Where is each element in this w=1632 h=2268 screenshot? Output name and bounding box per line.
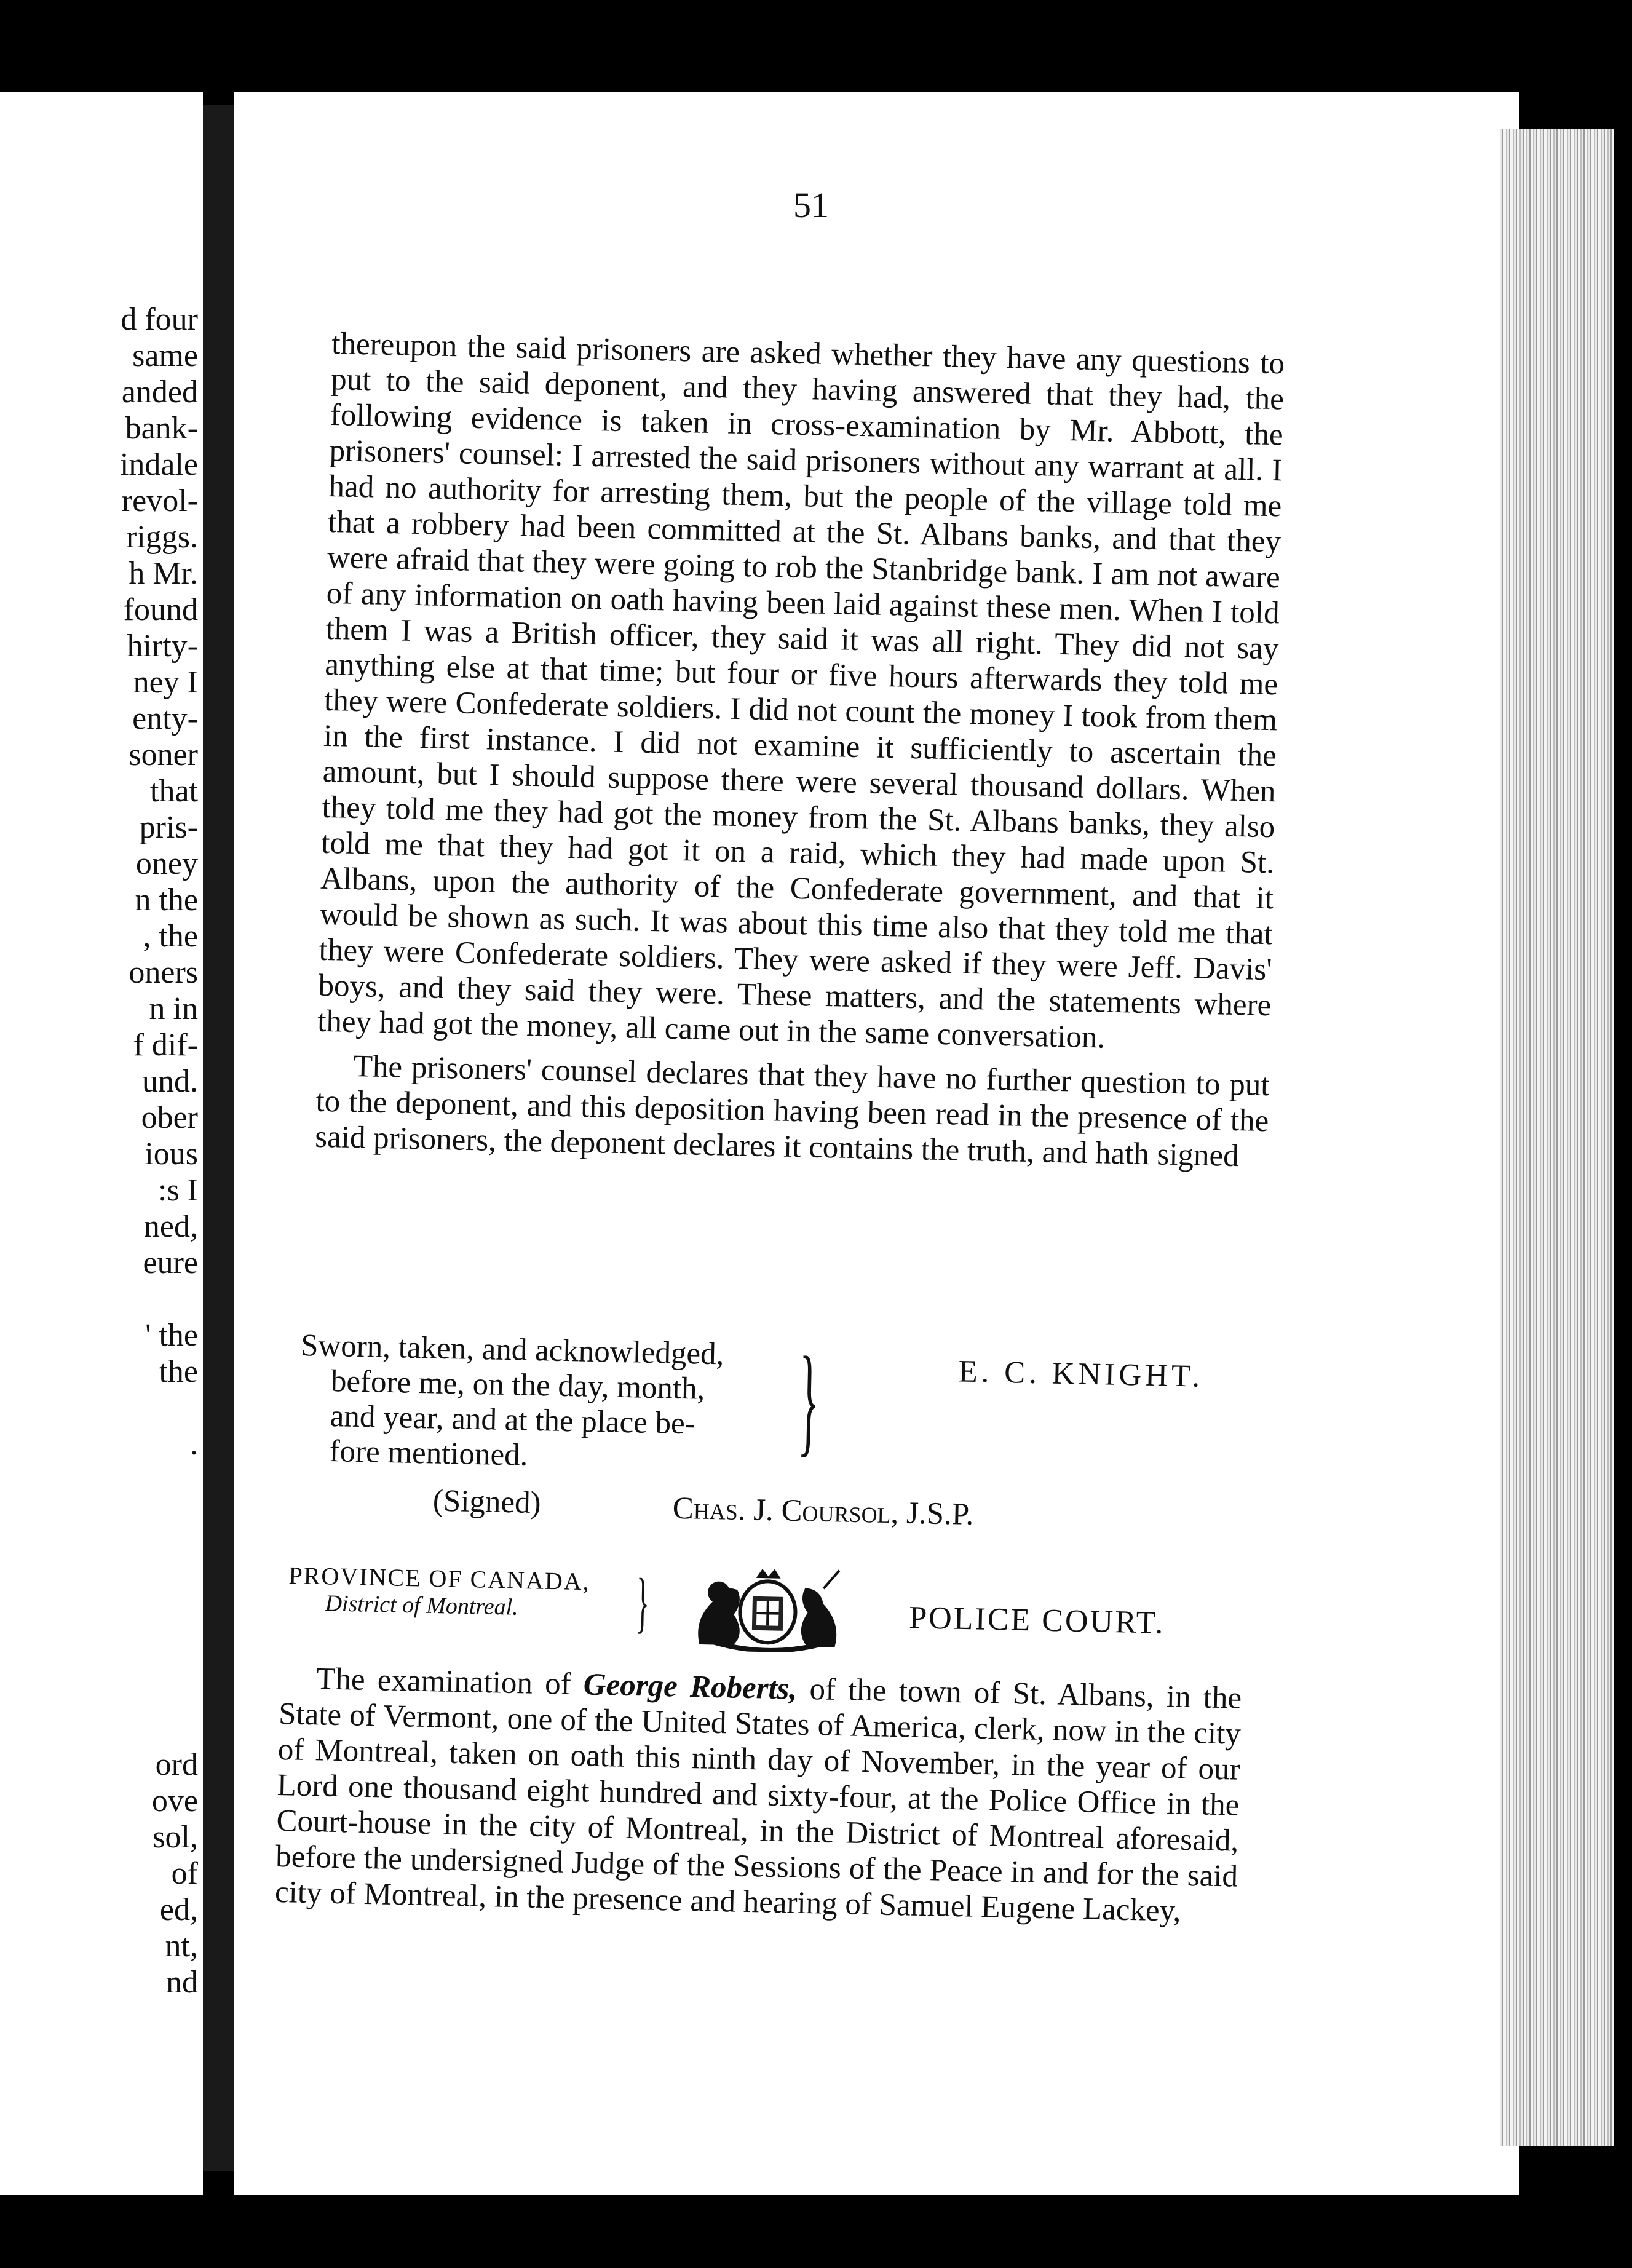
- left-page-line: nd: [166, 1965, 198, 2000]
- paragraph-cross-examination: thereupon the said prisoners are asked whether they have any questions to put to the said deponent, and they having answered that they had, the following evidence is taken in cross-examination by Mr. Abbott, the prisoners' counsel: I arrested the said prisoners without any warrant at all. I had no authority for arresting them, but the people of the village told me that a robbery had been committed at the St. Albans banks, and that they were afraid that they were going to rob the Stanbridge bank. I am not aware of any information on oath having been laid against these men. When I told them I was a British officer, they said it was all right. They did not say anything else at that time; but four or five hours afterwards they told me they were Confederate soldiers. I did not count the money I took from them in the first instance. I did not examine it sufficiently to ascertain the amount, but I should suppose there were several thousand dollars. When they told me they had got the money from the St. Albans banks, they also told me that they had got it on a raid, which they had made upon St. Albans, upon the authority of the Confederate government, and that it would be shown as such. It was about this time also that they told me that they were Confederate soldiers. They were asked if they were Jeff. Davis' boys, and they said they were. These matters, and the statements where they had got the money, all came out in the same conversation.: [317, 326, 1285, 1055]
- court-title: POLICE COURT.: [908, 1600, 1166, 1641]
- left-page-line: [120, 1390, 198, 1426]
- left-page-line: ney I: [133, 665, 198, 700]
- left-facing-page: [0, 92, 203, 2195]
- left-page-line: riggs.: [126, 520, 198, 555]
- left-page-line: oney: [135, 846, 198, 881]
- left-page-line: h Mr.: [129, 556, 198, 591]
- signature-block: [297, 1322, 1248, 1551]
- paragraph-declaration: The prisoners' counsel declares that they have no further question to put to the deponent, and this deposition having been read in the presence of the said prisoners, the deponent declares it contains the truth, and hath signed: [314, 1049, 1270, 1174]
- royal-coat-of-arms-icon: [675, 1558, 861, 1654]
- left-page-line: revol-: [121, 483, 198, 518]
- left-page-line: same: [132, 338, 198, 373]
- sworn-line: Sworn, taken, and acknowledged,: [300, 1328, 724, 1372]
- left-page-line: soner: [129, 737, 198, 772]
- left-page-line: that: [150, 774, 198, 809]
- left-page-line: hirty-: [127, 628, 198, 664]
- left-page-text-upper: [120, 301, 198, 1462]
- page-edges: [1500, 129, 1614, 2146]
- left-page-line: of: [171, 1856, 198, 1891]
- left-page-line: anded: [121, 375, 198, 410]
- left-page-line: nt,: [165, 1929, 198, 1964]
- exam-details: of the town of St. Albans, in the State of Vermont, one of the United States of America, clerk, now in the city of Montreal, taken on oath this ninth day of November, in the year of our Lord one thousand eight hundred and sixty-four, at the Police Office in the Court-house in the city of Montreal, in the District of Montreal aforesaid, before the undersigned Judge of the Sessions of the Peace in and for the said city of Montreal, in the presence and hearing of Samuel Eugene Lackey,: [274, 1672, 1242, 1929]
- province-heading: [288, 1562, 590, 1622]
- witness-name: George Roberts,: [583, 1667, 798, 1707]
- examination-body: [274, 1660, 1242, 1930]
- left-page-text-lower: [152, 1747, 198, 2000]
- brace-glyph: }: [797, 1331, 821, 1469]
- left-page-line: n in: [149, 991, 198, 1026]
- paragraph-examination: [274, 1660, 1242, 1930]
- left-page-line: the: [159, 1354, 198, 1389]
- left-page-line: indale: [119, 447, 198, 482]
- sworn-statement: [298, 1328, 793, 1479]
- left-page-line: ord: [155, 1747, 198, 1782]
- left-page-line: ove: [151, 1783, 198, 1818]
- left-page-line: bank-: [125, 411, 198, 446]
- left-page-line: sol,: [153, 1820, 198, 1855]
- left-page-line: d four: [121, 302, 198, 337]
- exam-intro: The examination of: [315, 1662, 572, 1702]
- left-page-line: ious: [145, 1136, 198, 1172]
- left-page-line: und.: [142, 1064, 198, 1099]
- magistrate-signature: Chas. J. Coursol, J.S.P.: [672, 1491, 974, 1532]
- sworn-line: and year, and at the place be-: [330, 1399, 696, 1441]
- left-page-line: enty-: [132, 701, 198, 736]
- left-page-line: ed,: [159, 1892, 198, 1927]
- left-page-line: ned,: [143, 1209, 198, 1244]
- left-page-line: [120, 1281, 198, 1317]
- left-page-line: .: [190, 1427, 198, 1462]
- left-page-line: pris-: [139, 810, 198, 845]
- page-number: 51: [793, 185, 829, 225]
- left-page-line: ' the: [145, 1318, 198, 1353]
- deposition-body: [315, 326, 1285, 1175]
- deponent-signature: E. C. KNIGHT.: [957, 1354, 1204, 1394]
- district-label: District of Montreal.: [325, 1590, 519, 1620]
- left-page-line: n the: [135, 882, 198, 918]
- left-page-line: found: [123, 592, 198, 627]
- left-page-line: eure: [143, 1245, 198, 1280]
- left-page-line: :s I: [158, 1173, 198, 1208]
- sworn-line: fore mentioned.: [329, 1434, 529, 1473]
- brace-glyph: }: [635, 1564, 651, 1640]
- left-page-line: , the: [143, 919, 198, 954]
- left-page-line: ober: [141, 1100, 198, 1135]
- sworn-line: before me, on the day, month,: [330, 1364, 705, 1406]
- left-page-line: f dif-: [133, 1028, 198, 1063]
- signed-label: (Signed): [432, 1483, 542, 1521]
- left-page-line: oners: [129, 955, 198, 990]
- province-label: PROVINCE OF CANADA,: [288, 1561, 591, 1596]
